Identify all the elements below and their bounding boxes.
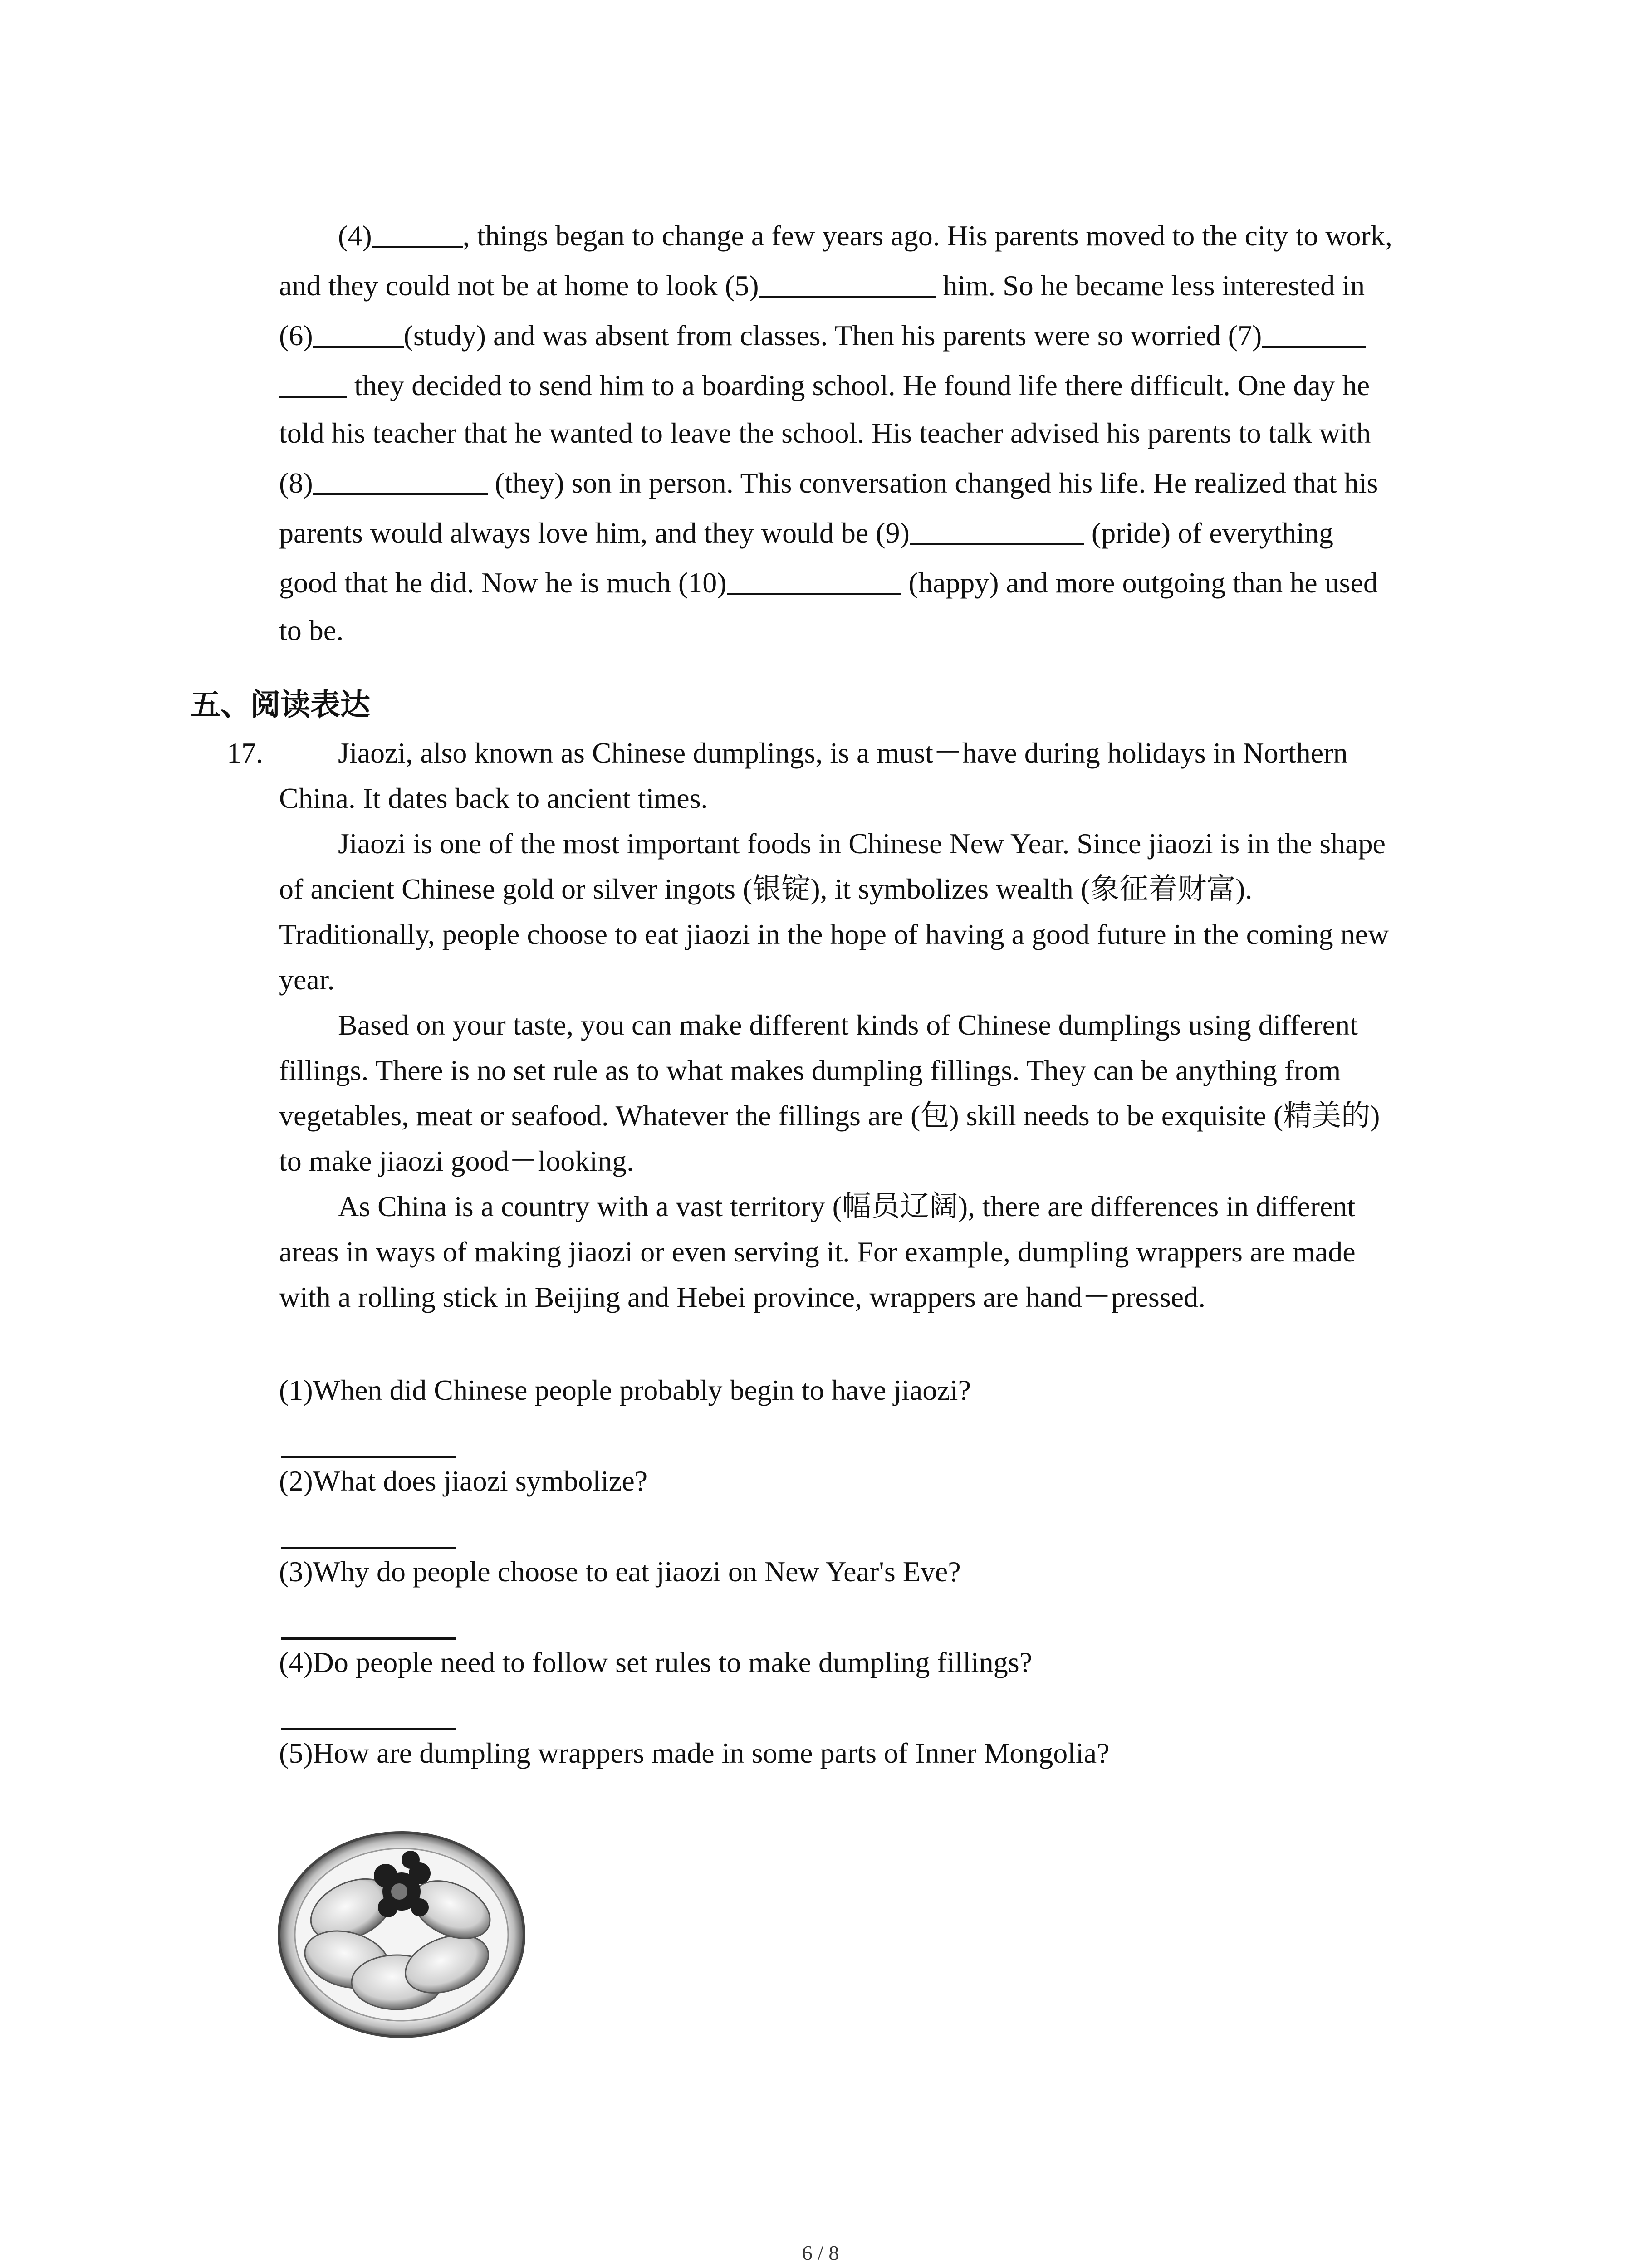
blank-9[interactable] [910,516,1084,545]
sub-question-1: (1)When did Chinese people probably begin to have jiaozi? [279,1374,971,1406]
p3-line-3: vegetables, meat or seafood. Whatever the fillings are (包) skill needs to be exquisite (精美的) [279,1100,1380,1132]
p3-line-2: fillings. There is no set rule as to what makes dumpling fillings. They can be anything from [279,1054,1341,1086]
p4-line-3: with a rolling stick in Beijing and Hebei province, wrappers are hand－pressed. [279,1281,1206,1313]
sub-question-5: (5)How are dumpling wrappers made in some parts of Inner Mongolia? [279,1737,1110,1769]
sub-question-2: (2)What does jiaozi symbolize? [279,1465,648,1497]
answer-line-1[interactable] [281,1456,456,1458]
cloze-line-6: (8) (they) son in person. This conversation changed his life. He realized that his [279,467,1378,499]
p4-line-2: areas in ways of making jiaozi or even serving it. For example, dumpling wrappers are made [279,1236,1356,1268]
p1-line-2: China. It dates back to ancient times. [279,782,708,814]
answer-line-2[interactable] [281,1547,456,1549]
p3-line-4: to make jiaozi good－looking. [279,1145,634,1177]
p2-line-1: Jiaozi is one of the most important foods in Chinese New Year. Since jiaozi is in the shape [338,827,1386,860]
p2-line-2: of ancient Chinese gold or silver ingots (银锭), it symbolizes wealth (象征着财富). [279,873,1253,905]
blank-10[interactable] [727,566,901,595]
answer-line-3[interactable] [281,1637,456,1640]
section-heading: 五、阅读表达 [191,689,370,722]
sub-question-3: (3)Why do people choose to eat jiaozi on New Year's Eve? [279,1555,961,1588]
blank-8[interactable] [313,466,488,495]
cloze-line-7: parents would always love him, and they would be (9) (pride) of everything [279,517,1334,549]
question-number: 17. [227,737,263,769]
blank-4[interactable] [372,219,463,248]
cloze-line-5: told his teacher that he wanted to leave the school. His teacher advised his parents to talk with [279,417,1371,449]
p2-line-3: Traditionally, people choose to eat jiaozi in the hope of having a good future in the coming new [279,918,1389,950]
cloze-line-4: they decided to send him to a boarding school. He found life there difficult. One day he [279,367,1370,404]
p2-line-4: year. [279,963,335,996]
dumpling-plate-image [274,1828,529,2041]
blank-7a[interactable] [1262,318,1366,348]
blank-6[interactable] [313,318,404,348]
cloze-line-2: and they could not be at home to look (5) him. So he became less interested in [279,269,1365,302]
page-number: 6 / 8 [802,2241,839,2264]
cloze-line-9: to be. [279,614,344,646]
p4-line-1: As China is a country with a vast territory (幅员辽阔), there are differences in different [338,1190,1356,1222]
cloze-line-8: good that he did. Now he is much (10) (happy) and more outgoing than he used [279,567,1378,599]
p3-line-1: Based on your taste, you can make different kinds of Chinese dumplings using different [338,1009,1358,1041]
blank-7b[interactable] [279,368,347,398]
cloze-line-1: (4) , things began to change a few years ago. His parents moved to the city to work, [338,220,1392,252]
cloze-line-3: (6) (study) and was absent from classes. Then his parents were so worried (7) [279,318,1366,354]
sub-question-4: (4)Do people need to follow set rules to make dumpling fillings? [279,1646,1033,1678]
blank-5[interactable] [759,269,936,298]
answer-line-4[interactable] [281,1728,456,1730]
p1-line-1: Jiaozi, also known as Chinese dumplings, is a must－have during holidays in Northern [338,737,1348,769]
